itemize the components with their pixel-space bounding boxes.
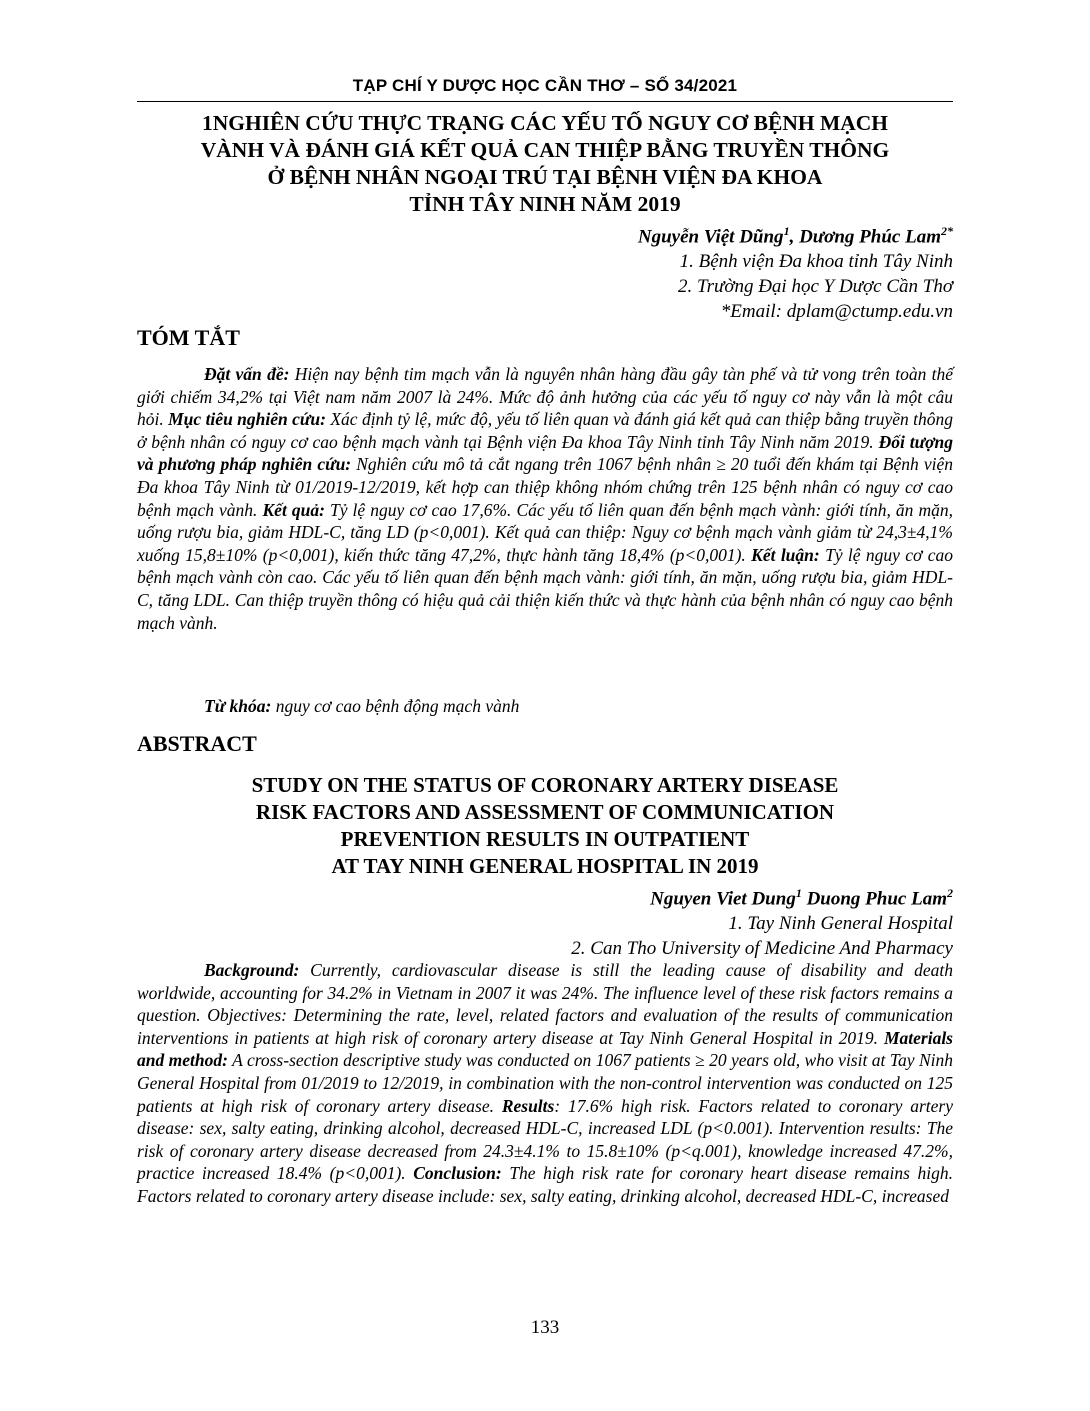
summary-background-label: Đặt vấn đề:: [204, 364, 290, 384]
summary-heading: TÓM TẮT: [137, 325, 240, 350]
keywords-label: Từ khóa:: [204, 696, 272, 716]
header-divider: [137, 101, 953, 102]
author-1-name-en: Nguyen Viet Dung: [650, 888, 796, 910]
abstract-methods-label: Materials and method:: [137, 1027, 953, 1071]
author-line-en: [253, 881, 953, 911]
title-en-line-3: PREVENTION RESULTS IN OUTPATIENT: [340, 827, 750, 851]
summary-methods-label: Đối tượng và phương pháp nghiên cứu:: [137, 431, 953, 475]
affiliation-2-vi: 2. Trường Đại học Y Dược Cần Thơ: [678, 276, 953, 298]
author-line-vi: [253, 219, 953, 249]
abstract-background-label: Background:: [204, 960, 300, 980]
abstract-heading: ABSTRACT: [137, 731, 257, 756]
author-2-affil-mark: 2*: [941, 224, 953, 238]
affiliation-2-en: 2. Can Tho University of Medicine And Pharmacy: [571, 938, 953, 960]
author-2-affil-mark-en: 2: [947, 886, 953, 900]
summary-methods-text: Nghiên cứu mô tả cắt ngang trên 1067 bệnh nhân ≥ 20 tuổi đến khám tại Bệnh viện Đa khoa Tây Ninh từ 01/2019-12/2019, kết hợp can thiệp không nhóm chứng trên 125 bệnh nhân có nguy cơ cao bệnh mạch vành.: [137, 454, 953, 520]
author-1-name: Nguyễn Việt Dũng: [637, 226, 784, 248]
authors-vietnamese: [253, 219, 953, 324]
summary-objective-text: Xác định tỷ lệ, mức độ, yếu tố liên quan và đánh giá kết quả can thiệp bằng truyền thông ở bệnh nhân có nguy cơ cao bệnh mạch vành tại Bệnh viện Đa khoa Tây Ninh tỉnh Tây Ninh năm 2019.: [137, 409, 953, 452]
corresponding-email: *Email: dplam@ctump.edu.vn: [720, 301, 953, 323]
abstract-results-label: Results: [501, 1095, 555, 1116]
journal-header: TẠP CHÍ Y DƯỢC HỌC CẦN THƠ – SỐ 34/2021: [352, 76, 738, 95]
title-en-line-1: STUDY ON THE STATUS OF CORONARY ARTERY DISEASE: [251, 773, 839, 797]
summary-objective-label: Mục tiêu nghiên cứu:: [168, 409, 326, 430]
authors-english: [253, 881, 953, 961]
abstract-background-text: Currently, cardiovascular disease is still the leading cause of disability and death worldwide, accounting for 34.2% in Vietnam in 2007 it was 24%. The influence level of these risk factors remains a question. Objectives: Determining the rate, level, related factors and evaluation of the results of communication interventions in patients at high risk of coronary artery disease at Tay Ninh General Hospital in 2019.: [137, 960, 953, 1048]
author-1-affil-mark-en: 1: [795, 886, 802, 900]
summary-conclusion-label: Kết luận:: [751, 544, 820, 565]
author-separator: ,: [789, 226, 800, 248]
summary-paragraph: [137, 363, 953, 634]
affiliation-1-en: 1. Tay Ninh General Hospital: [728, 913, 953, 935]
title-vi-line-4: TỈNH TÂY NINH NĂM 2019: [409, 192, 681, 216]
abstract-paragraph: [137, 959, 953, 1208]
affiliation-1-vi: 1. Bệnh viện Đa khoa tỉnh Tây Ninh: [679, 251, 953, 273]
author-2-name-en: Duong Phuc Lam: [801, 888, 947, 910]
abstract-conclusion-label: Conclusion:: [413, 1163, 502, 1184]
keywords-text: nguy cơ cao bệnh động mạch vành: [271, 696, 520, 716]
abstract-methods-text: A cross-section descriptive study was conducted on 1067 patients ≥ 20 years old, who visit at Tay Ninh General Hospital from 01/2019 to 12/2019, in combination with the non-control intervention was conducted on 125 patients at high risk of coronary artery disease.: [137, 1050, 953, 1116]
title-vi-line-1: 1NGHIÊN CỨU THỰC TRẠNG CÁC YẾU TỐ NGUY CƠ BỆNH MẠCH: [201, 111, 889, 135]
title-en-line-4: AT TAY NINH GENERAL HOSPITAL IN 2019: [331, 854, 759, 878]
author-2-name: Dương Phúc Lam: [799, 226, 941, 248]
title-en-line-2: RISK FACTORS AND ASSESSMENT OF COMMUNICATION: [255, 800, 835, 824]
summary-results-label: Kết quả:: [262, 499, 325, 520]
article-title-english: [137, 772, 953, 880]
abstract-conclusion-text: The high risk rate for coronary heart disease remains high. Factors related to coronary artery disease include: sex, salty eating, drinking alcohol, decreased HDL-C, increased: [137, 1163, 953, 1206]
page-number: 133: [530, 1317, 560, 1338]
abstract-results-text: : 17.6% high risk. Factors related to coronary artery disease: sex, salty eating, drinking alcohol, decreased HDL-C, increased LDL (p<0.001). Intervention results: The risk of coronary artery disease decreased from 24.3±4.1% to 15.8±10% (p<q.001), knowledge increased 47.2%, practice increased 18.4% (p<0,001).: [137, 1095, 953, 1184]
title-vi-line-2: VÀNH VÀ ĐÁNH GIÁ KẾT QUẢ CAN THIỆP BẰNG TRUYỀN THÔNG: [200, 138, 890, 162]
summary-results-text: Tỷ lệ nguy cơ cao 17,6%. Các yếu tố liên quan đến bệnh mạch vành: giới tính, ăn mặn, uống rượu bia, giảm HDL-C, tăng LD (p<0,001). Kết quả can thiệp: Nguy cơ bệnh mạch vành giảm từ 24,3±4,1% xuống 15,8±10% (p<0,001), kiến thức tăng 47,2%, thực hành tăng 18,4% (p<0,001).: [137, 499, 953, 565]
keywords-line: [204, 696, 519, 717]
title-vi-line-3: Ở BỆNH NHÂN NGOẠI TRÚ TẠI BỆNH VIỆN ĐA KHOA: [267, 165, 823, 189]
author-1-affil-mark: 1: [783, 224, 790, 238]
summary-conclusion-text: Tỷ lệ nguy cơ cao bệnh mạch vành còn cao. Các yếu tố liên quan đến bệnh mạch vành: giới tính, ăn mặn, uống rượu bia, giảm HDL-C, tăng LDL. Can thiệp truyền thông có hiệu quả cải thiện kiến thức và thực hành của bệnh nhân có nguy cao bệnh mạch vành.: [137, 544, 953, 633]
summary-background-text: Hiện nay bệnh tim mạch vẫn là nguyên nhân hàng đầu gây tàn phế và tử vong trên toàn thế giới chiếm 34,2% tại Việt nam năm 2007 là 24%. Mức độ ảnh hưởng của các yếu tố nguy cơ này vẫn là một câu hỏi.: [137, 364, 953, 430]
article-title-vietnamese: [137, 110, 953, 218]
